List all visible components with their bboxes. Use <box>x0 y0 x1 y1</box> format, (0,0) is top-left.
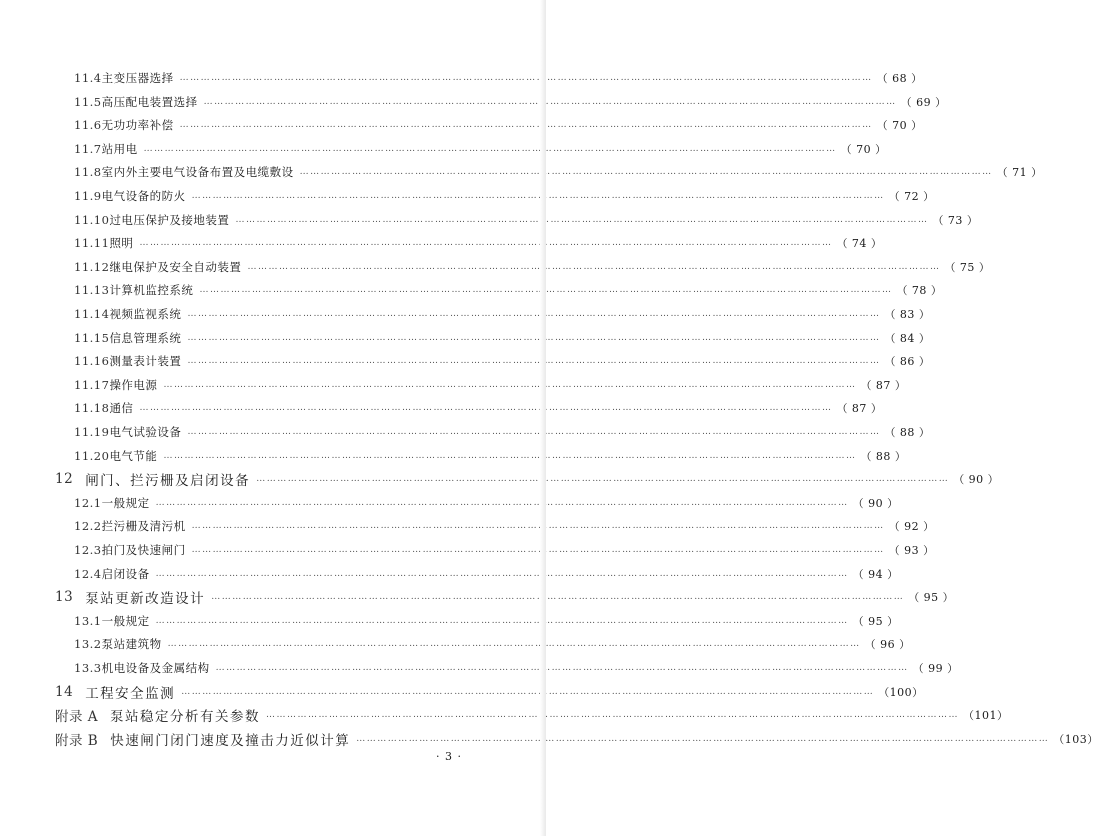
toc-entry-number: 11.19 <box>74 425 110 439</box>
toc-entry-page: （ 72 ） <box>888 190 935 203</box>
toc-entry-page: （ 70 ） <box>876 119 923 133</box>
toc-entry-title: 站用电 <box>101 141 138 156</box>
toc-entry-page: （ 90 ） <box>852 496 899 510</box>
toc-entry-title: 照明 <box>109 236 134 251</box>
toc-dot-leader <box>181 687 874 697</box>
toc-entry-title: 一般规定 <box>101 613 150 628</box>
toc-entry-number: 附录 B <box>55 732 99 749</box>
toc-dot-leader <box>356 734 1049 744</box>
toc-dot-leader <box>168 639 861 649</box>
toc-dot-leader <box>156 616 849 626</box>
toc-section-entry <box>0 139 887 159</box>
toc-dot-leader <box>139 238 832 248</box>
toc-entry-number: 13.2 <box>74 637 102 652</box>
toc-entry-page: （ 88 ） <box>884 426 931 439</box>
toc-entry-title: 快速闸门闭门速度及撞击力近似计算 <box>110 732 351 749</box>
toc-entry-number: 11.10 <box>74 212 110 227</box>
toc-entry-number: 12.1 <box>74 495 102 510</box>
toc-section-entry <box>0 564 899 584</box>
toc-entry-page: （ 69 ） <box>900 95 947 109</box>
toc-section-entry <box>0 375 907 395</box>
toc-dot-leader <box>204 97 897 107</box>
toc-entry-number: 11.8 <box>74 165 102 180</box>
toc-dot-leader <box>156 569 849 579</box>
toc-entry-title: 启闭设备 <box>101 566 150 581</box>
toc-dot-leader <box>266 710 959 720</box>
toc-entry-title: 无功功率补偿 <box>101 118 174 133</box>
toc-entry-title: 拦污栅及清污机 <box>101 519 186 534</box>
toc-dot-leader <box>180 73 873 83</box>
toc-entry-title: 操作电源 <box>109 377 158 392</box>
toc-entry-page: （ 71 ） <box>996 166 1043 180</box>
toc-entry-title: 拍门及快速闸门 <box>101 543 186 557</box>
toc-dot-leader <box>187 427 880 437</box>
toc-dot-leader <box>163 451 856 461</box>
toc-dot-leader <box>216 663 909 673</box>
toc-entry-title: 工程安全监测 <box>85 685 176 702</box>
toc-dot-leader <box>247 262 940 272</box>
toc-dot-leader <box>163 380 856 390</box>
toc-entry-title: 电气节能 <box>109 448 158 463</box>
toc-entry-number: 11.12 <box>74 259 110 274</box>
toc-entry-page: （ 73 ） <box>932 213 979 227</box>
toc-section-entry <box>0 92 947 112</box>
toc-entry-page: （ 75 ） <box>944 260 991 274</box>
toc-entry-page: （100） <box>878 685 924 699</box>
toc-section-entry <box>0 422 931 442</box>
toc-entry-number: 11.11 <box>74 236 110 251</box>
toc-entry-page: （ 95 ） <box>852 614 899 628</box>
toc-dot-leader <box>187 356 880 366</box>
toc-entry-number: 12.4 <box>74 566 102 581</box>
toc-entry-page: （ 96 ） <box>864 638 911 652</box>
toc-entry-page: （ 88 ） <box>860 449 907 463</box>
toc-entry-title: 电气试验设备 <box>109 425 182 439</box>
toc-section-entry <box>0 446 907 466</box>
toc-dot-leader <box>256 474 949 484</box>
toc-entry-title: 测量表计装置 <box>109 354 182 369</box>
toc-section-entry <box>0 280 943 300</box>
toc-entry-page: （ 87 ） <box>836 402 883 416</box>
toc-section-entry <box>0 540 935 560</box>
toc-entry-number: 11.17 <box>74 377 110 392</box>
toc-entry-page: （ 70 ） <box>840 142 887 156</box>
toc-entry-page: （ 78 ） <box>896 284 943 298</box>
toc-entry-page: （ 83 ） <box>884 308 931 321</box>
toc-dot-leader <box>192 191 885 201</box>
toc-entry-number: 12.3 <box>74 543 102 557</box>
toc-entry-title: 泵站建筑物 <box>101 637 162 652</box>
toc-section-entry <box>0 493 899 513</box>
toc-section-entry <box>0 398 883 418</box>
toc-dot-leader <box>187 309 880 319</box>
toc-entry-title: 泵站稳定分析有关参数 <box>110 709 261 726</box>
toc-section-entry <box>0 611 899 631</box>
toc-entry-title: 视频监视系统 <box>109 307 182 321</box>
toc-entry-page: （ 74 ） <box>836 237 883 251</box>
toc-entry-number: 14 <box>55 683 74 700</box>
toc-entry-number: 12 <box>55 471 74 488</box>
toc-entry-number: 13 <box>55 589 74 606</box>
toc-entry-page: （ 68 ） <box>876 72 923 85</box>
toc-entry-number: 11.14 <box>74 307 110 321</box>
toc-section-entry <box>0 634 911 654</box>
toc-section-entry <box>0 162 1043 182</box>
page-number: · 3 · <box>436 750 462 763</box>
toc-entry-page: （ 87 ） <box>860 378 907 392</box>
toc-entry-page: （ 95 ） <box>908 591 955 605</box>
toc-chapter-entry <box>0 469 1000 490</box>
toc-dot-leader <box>156 498 849 508</box>
toc-entry-title: 过电压保护及接地装置 <box>109 212 230 227</box>
toc-entry-page: （ 99 ） <box>912 662 959 675</box>
toc-entry-number: 11.6 <box>74 118 102 133</box>
toc-entry-title: 泵站更新改造设计 <box>85 591 206 608</box>
toc-chapter-entry <box>0 587 955 608</box>
toc-entry-number: 11.4 <box>74 71 102 85</box>
toc-entry-number: 13.1 <box>74 613 102 628</box>
toc-section-entry <box>0 257 991 277</box>
toc-entry-number: 11.20 <box>74 448 110 463</box>
toc-entry-title: 一般规定 <box>101 495 150 510</box>
toc-entry-title: 通信 <box>109 401 134 416</box>
toc-chapter-entry <box>0 729 1099 749</box>
toc-entry-page: （ 94 ） <box>852 567 899 581</box>
toc-section-entry <box>0 233 883 253</box>
toc-entry-page: （103） <box>1053 732 1099 746</box>
toc-section-entry <box>0 658 959 678</box>
toc-entry-number: 附录 A <box>55 709 99 726</box>
toc-dot-leader <box>180 120 873 130</box>
toc-dot-leader <box>144 144 837 154</box>
toc-section-entry <box>0 210 979 230</box>
toc-entry-page: （ 86 ） <box>884 355 931 369</box>
toc-dot-leader <box>192 521 885 531</box>
toc-entry-title: 闸门、拦污栅及启闭设备 <box>85 473 251 490</box>
toc-entry-number: 13.3 <box>74 661 102 675</box>
toc-section-entry <box>0 186 935 206</box>
toc-dot-leader <box>187 333 880 343</box>
toc-entry-number: 11.15 <box>74 330 110 345</box>
toc-entry-title: 电气设备的防火 <box>101 189 186 203</box>
toc-dot-leader <box>192 545 885 555</box>
toc-dot-leader <box>235 215 928 225</box>
toc-entry-title: 主变压器选择 <box>101 71 174 85</box>
toc-entry-number: 11.13 <box>74 283 110 298</box>
toc-entry-number: 12.2 <box>74 519 102 534</box>
toc-entry-number: 11.7 <box>74 141 102 156</box>
toc-entry-title: 继电保护及安全自动装置 <box>109 259 242 274</box>
toc-section-entry <box>0 115 923 135</box>
toc-entry-title: 高压配电装置选择 <box>101 94 198 109</box>
toc-section-entry <box>0 304 931 324</box>
toc-dot-leader <box>300 167 993 177</box>
toc-entry-page: （ 92 ） <box>888 520 935 534</box>
toc-entry-number: 11.16 <box>74 354 110 369</box>
page-edge-shadow <box>540 0 546 836</box>
toc-entry-number: 11.5 <box>74 94 102 109</box>
toc-section-entry <box>0 328 931 348</box>
toc-entry-title: 室内外主要电气设备布置及电缆敷设 <box>101 165 294 180</box>
toc-entry-page: （ 84 ） <box>884 331 931 345</box>
toc-entry-title: 信息管理系统 <box>109 330 182 345</box>
toc-section-entry <box>0 68 923 88</box>
toc-section-entry <box>0 351 931 371</box>
toc-dot-leader <box>211 592 904 602</box>
toc-entry-title: 机电设备及金属结构 <box>101 661 210 675</box>
toc-entry-page: （ 90 ） <box>953 473 1000 487</box>
toc-entry-title: 计算机监控系统 <box>109 283 194 298</box>
toc-entry-number: 11.9 <box>74 189 102 203</box>
toc-section-entry <box>0 516 935 536</box>
toc-entry-number: 11.18 <box>74 401 110 416</box>
toc-dot-leader <box>139 403 832 413</box>
toc-entry-page: （ 93 ） <box>888 544 935 557</box>
toc-chapter-entry <box>0 705 1009 726</box>
toc-entry-page: （101） <box>963 709 1009 723</box>
toc-chapter-entry <box>0 682 924 702</box>
